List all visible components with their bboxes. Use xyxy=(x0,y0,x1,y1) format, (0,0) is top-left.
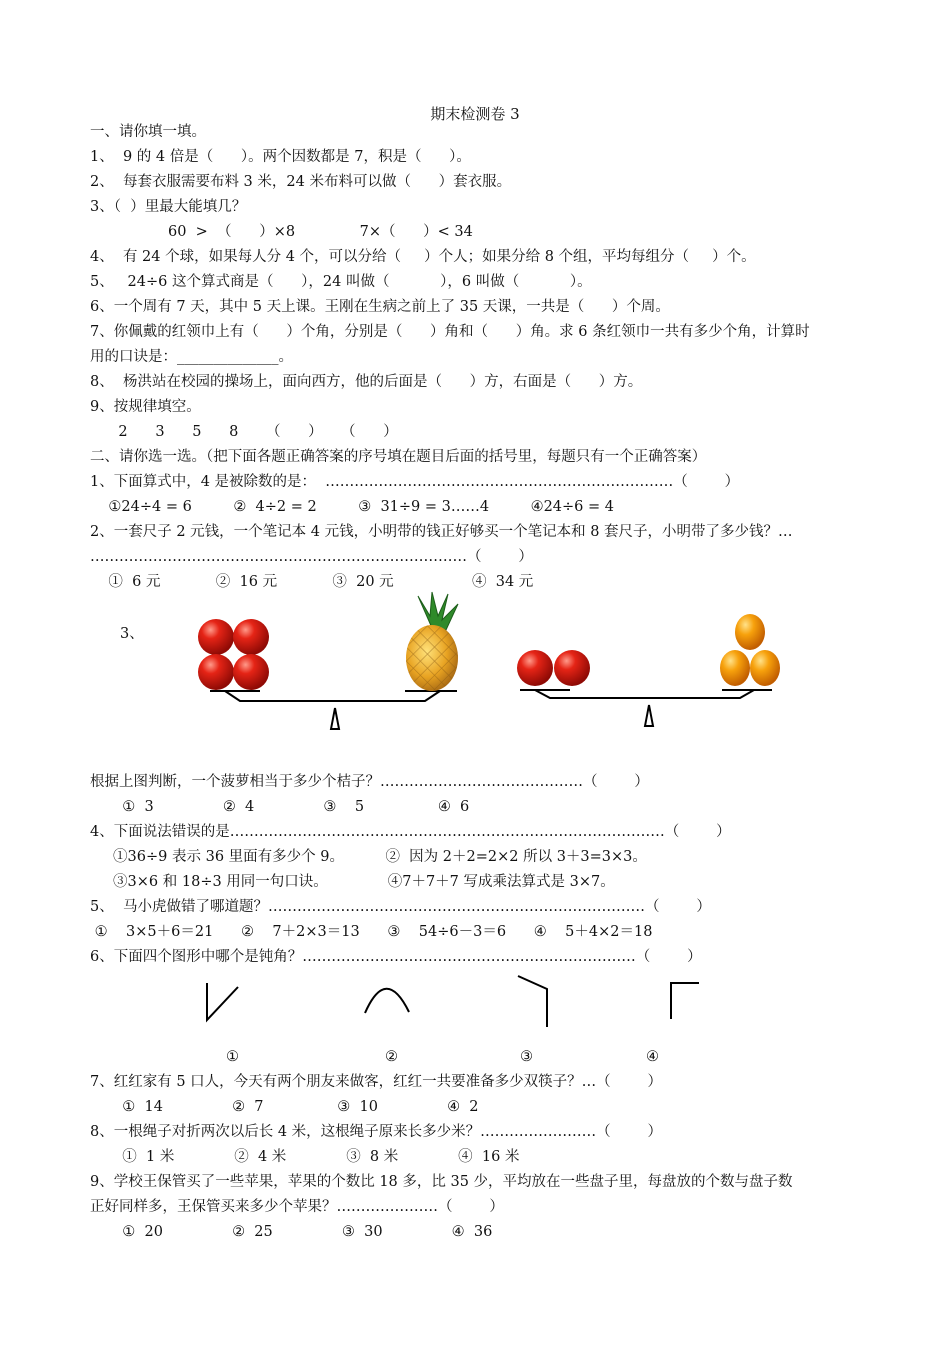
s1-question-4: 4、 有 24 个球，如果每人分 4 个，可以分给（ ）个人；如果分给 8 个组，平均每组分（ ）个。 xyxy=(90,249,756,265)
s1-question-7-line2: 用的口诀是：______________。 xyxy=(90,349,293,365)
s2-question-8-options: ① 1 米 ② 4 米 ③ 8 米 ④ 16 米 xyxy=(90,1149,520,1165)
s2-question-5: 5、 马小虎做错了哪道题？……………………………………………………………………（ ） xyxy=(90,899,711,915)
s2-question-3: 根据上图判断，一个菠萝相当于多少个桔子？……………………………………（ ） xyxy=(90,774,649,790)
s2-question-7-options: ① 14 ② 7 ③ 10 ④ 2 xyxy=(90,1099,479,1115)
s2-question-5-options: ① 3×5＋6＝21 ② 7＋2×3＝13 ③ 54÷6－3＝6 ④ 5＋4×2＝18 xyxy=(90,924,653,940)
s1-question-9-sequence: 2 3 5 8 （ ） （ ） xyxy=(100,424,398,440)
s2-question-4-option-line1: ①36÷9 表示 36 里面有多少个 9。 ② 因为 2＋2=2×2 所以 3＋3=3×3。 xyxy=(90,849,647,865)
right-scale xyxy=(517,614,780,726)
s2-question-1: 1、下面算式中，4 是被除数的是： ………………………………………………………………（ ） xyxy=(90,474,740,490)
s2-question-3-options: ① 3 ② 4 ③ 5 ④ 6 xyxy=(90,799,470,815)
angle-figure-3 xyxy=(518,976,547,1027)
angle-label-2: ② xyxy=(385,1049,398,1065)
page-title: 期末检测卷 3 xyxy=(430,105,520,123)
s2-question-2-line1: 2、一套尺子 2 元钱，一个笔记本 4 元钱，小明带的钱正好够买一个笔记本和 8 套尺子，小明带了多少钱？… xyxy=(90,524,793,540)
angle-figure-1 xyxy=(207,983,238,1020)
pineapple-icon xyxy=(406,592,458,691)
balance-scale-illustration xyxy=(180,590,800,740)
s1-question-1: 1、 9 的 4 倍是（ ）。两个因数都是 7，积是（ ）。 xyxy=(90,149,471,165)
s1-question-3: 3、（ ）里最大能填几？ xyxy=(90,199,247,215)
s2-question-2-options: ① 6 元 ② 16 元 ③ 20 元 ④ 34 元 xyxy=(90,574,534,590)
s1-question-5: 5、 24÷6 这个算式商是（ ），24 叫做（ ），6 叫做（ ）。 xyxy=(90,274,592,290)
s2-question-8: 8、一根绳子对折两次以后长 4 米，这根绳子原来长多少米？……………………（ ） xyxy=(90,1124,663,1140)
angle-label-4: ④ xyxy=(646,1049,659,1065)
s2-question-9-line1: 9、学校王保管买了一些苹果，苹果的个数比 18 多，比 35 少，平均放在一些盘子里，每盘放的个数与盘子数 xyxy=(90,1174,793,1190)
s2-question-6: 6、下面四个图形中哪个是钝角？……………………………………………………………（ ） xyxy=(90,949,702,965)
s1-question-8: 8、 杨洪站在校园的操场上，面向西方，他的后面是（ ）方，右面是（ ）方。 xyxy=(90,374,643,390)
s2-question-4-option-line2: ③3×6 和 18÷3 用同一句口诀。 ④7＋7＋7 写成乘法算式是 3×7。 xyxy=(90,874,615,890)
apple-icon xyxy=(198,619,269,690)
s2-question-7: 7、红红家有 5 口人，今天有两个朋友来做客，红红一共要准备多少双筷子？…（ ） xyxy=(90,1074,663,1090)
apple-icon xyxy=(517,650,590,686)
s1-question-2: 2、 每套衣服需要布料 3 米，24 米布料可以做（ ）套衣服。 xyxy=(90,174,512,190)
angle-figures xyxy=(190,975,720,1035)
s1-question-7-line1: 7、你佩戴的红领巾上有（ ）个角，分别是（ ）角和（ ）角。求 6 条红领巾一共有多少个角，计算时 xyxy=(90,324,810,340)
s2-question-1-options: ①24÷4 = 6 ② 4÷2 = 2 ③ 31÷9 = 3……4 ④24÷6 = 4 xyxy=(90,499,614,515)
angle-label-1: ① xyxy=(226,1049,239,1065)
s1-question-9: 9、按规律填空。 xyxy=(90,399,201,415)
s1-question-6: 6、一个周有 7 天，其中 5 天上课。王刚在生病之前上了 35 天课，一共是（ ）个周。 xyxy=(90,299,670,315)
angle-figure-4 xyxy=(671,983,699,1019)
s2-question-4: 4、下面说法错误的是………………………………………………………………………………（ ） xyxy=(90,824,731,840)
angle-label-3: ③ xyxy=(520,1049,533,1065)
angle-figure-2 xyxy=(365,989,409,1013)
s2-question-2-line2: ……………………………………………………………………（ ） xyxy=(90,549,533,565)
section1-heading: 一、请你填一填。 xyxy=(90,124,206,140)
s2-question-9-line2: 正好同样多，王保管买来多少个苹果？…………………（ ） xyxy=(90,1199,504,1215)
s1-question-3-expr: 60 > （ ）×8 7×（ ）< 34 xyxy=(168,224,473,240)
orange-icon xyxy=(720,614,780,686)
s2-question-3-label: 3、 xyxy=(120,626,144,642)
section2-heading: 二、请你选一选。（把下面各题正确答案的序号填在题目后面的括号里，每题只有一个正确答案） xyxy=(90,449,707,465)
s2-question-9-options: ① 20 ② 25 ③ 30 ④ 36 xyxy=(90,1224,493,1240)
left-scale xyxy=(198,592,458,729)
